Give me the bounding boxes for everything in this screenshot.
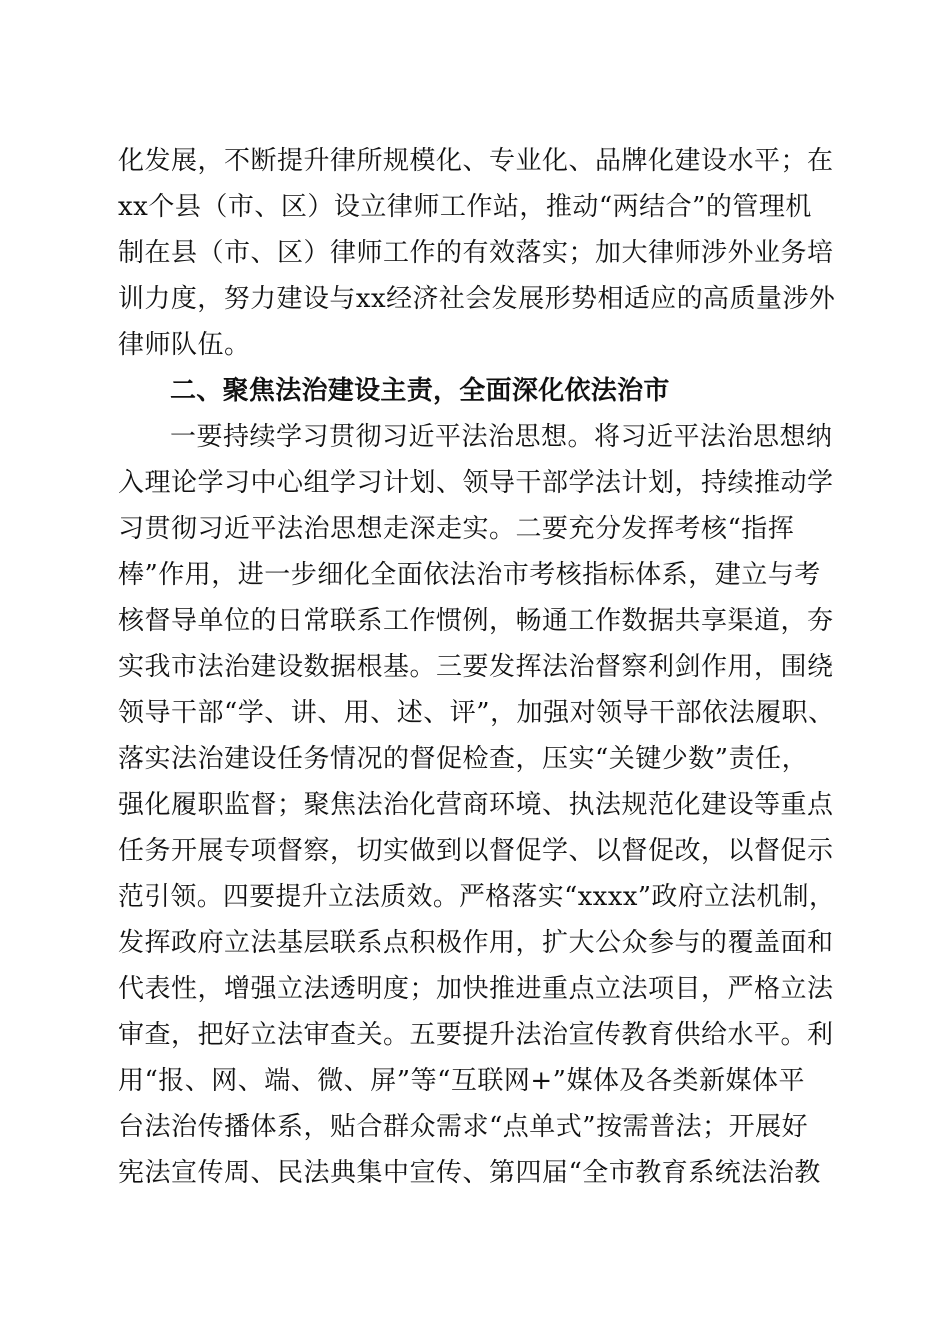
text-line: 律师队伍。 bbox=[118, 330, 251, 360]
text-line: 落实法治建设任务情况的督促检查，压实“关键少数”责任， bbox=[118, 744, 809, 774]
text-line: 任务开展专项督察，切实做到以督促学、以督促改，以督促示 bbox=[118, 836, 834, 866]
text-line: 棒”作用，进一步细化全面依法治市考核指标体系，建立与考 bbox=[118, 560, 821, 590]
text-line: 强化履职监督；聚焦法治化营商环境、执法规范化建设等重点 bbox=[118, 790, 834, 820]
text-line: 制在县（市、区）律师工作的有效落实；加大律师涉外业务培 bbox=[118, 238, 834, 268]
text-line: 入理论学习中心组学习计划、领导干部学法计划，持续推动学 bbox=[118, 468, 834, 498]
section-heading: 二、聚焦法治建设主责，全面深化依法治市 bbox=[170, 376, 670, 406]
text-line: 核督导单位的日常联系工作惯例，畅通工作数据共享渠道，夯 bbox=[118, 606, 834, 636]
text-line: 训力度，努力建设与xx经济社会发展形势相适应的高质量涉外 bbox=[118, 284, 836, 314]
text-line: 一要持续学习贯彻习近平法治思想。将习近平法治思想纳 bbox=[170, 422, 833, 452]
text-line: 宪法宣传周、民法典集中宣传、第四届“全市教育系统法治教 bbox=[118, 1158, 821, 1188]
text-line: 范引领。四要提升立法质效。严格落实“xxxx”政府立法机制， bbox=[118, 882, 836, 912]
text-line: 化发展，不断提升律所规模化、专业化、品牌化建设水平；在 bbox=[118, 146, 834, 176]
text-line: 用“报、网、端、微、屏”等“互联网+”媒体及各类新媒体平 bbox=[118, 1066, 805, 1096]
text-line: xx个县（市、区）设立律师工作站，推动“两结合”的管理机 bbox=[118, 192, 812, 222]
text-line: 领导干部“学、讲、用、述、评”，加强对领导干部依法履职、 bbox=[118, 698, 835, 728]
text-line: 台法治传播体系，贴合群众需求“点单式”按需普法；开展好 bbox=[118, 1112, 809, 1142]
text-line: 审查，把好立法审查关。五要提升法治宣传教育供给水平。利 bbox=[118, 1020, 834, 1050]
text-line: 实我市法治建设数据根基。三要发挥法治督察利剑作用，围绕 bbox=[118, 652, 834, 682]
text-line: 习贯彻习近平法治思想走深走实。二要充分发挥考核“指挥 bbox=[118, 514, 795, 544]
text-line: 代表性，增强立法透明度；加快推进重点立法项目，严格立法 bbox=[118, 974, 834, 1004]
text-line: 发挥政府立法基层联系点积极作用，扩大公众参与的覆盖面和 bbox=[118, 928, 834, 958]
